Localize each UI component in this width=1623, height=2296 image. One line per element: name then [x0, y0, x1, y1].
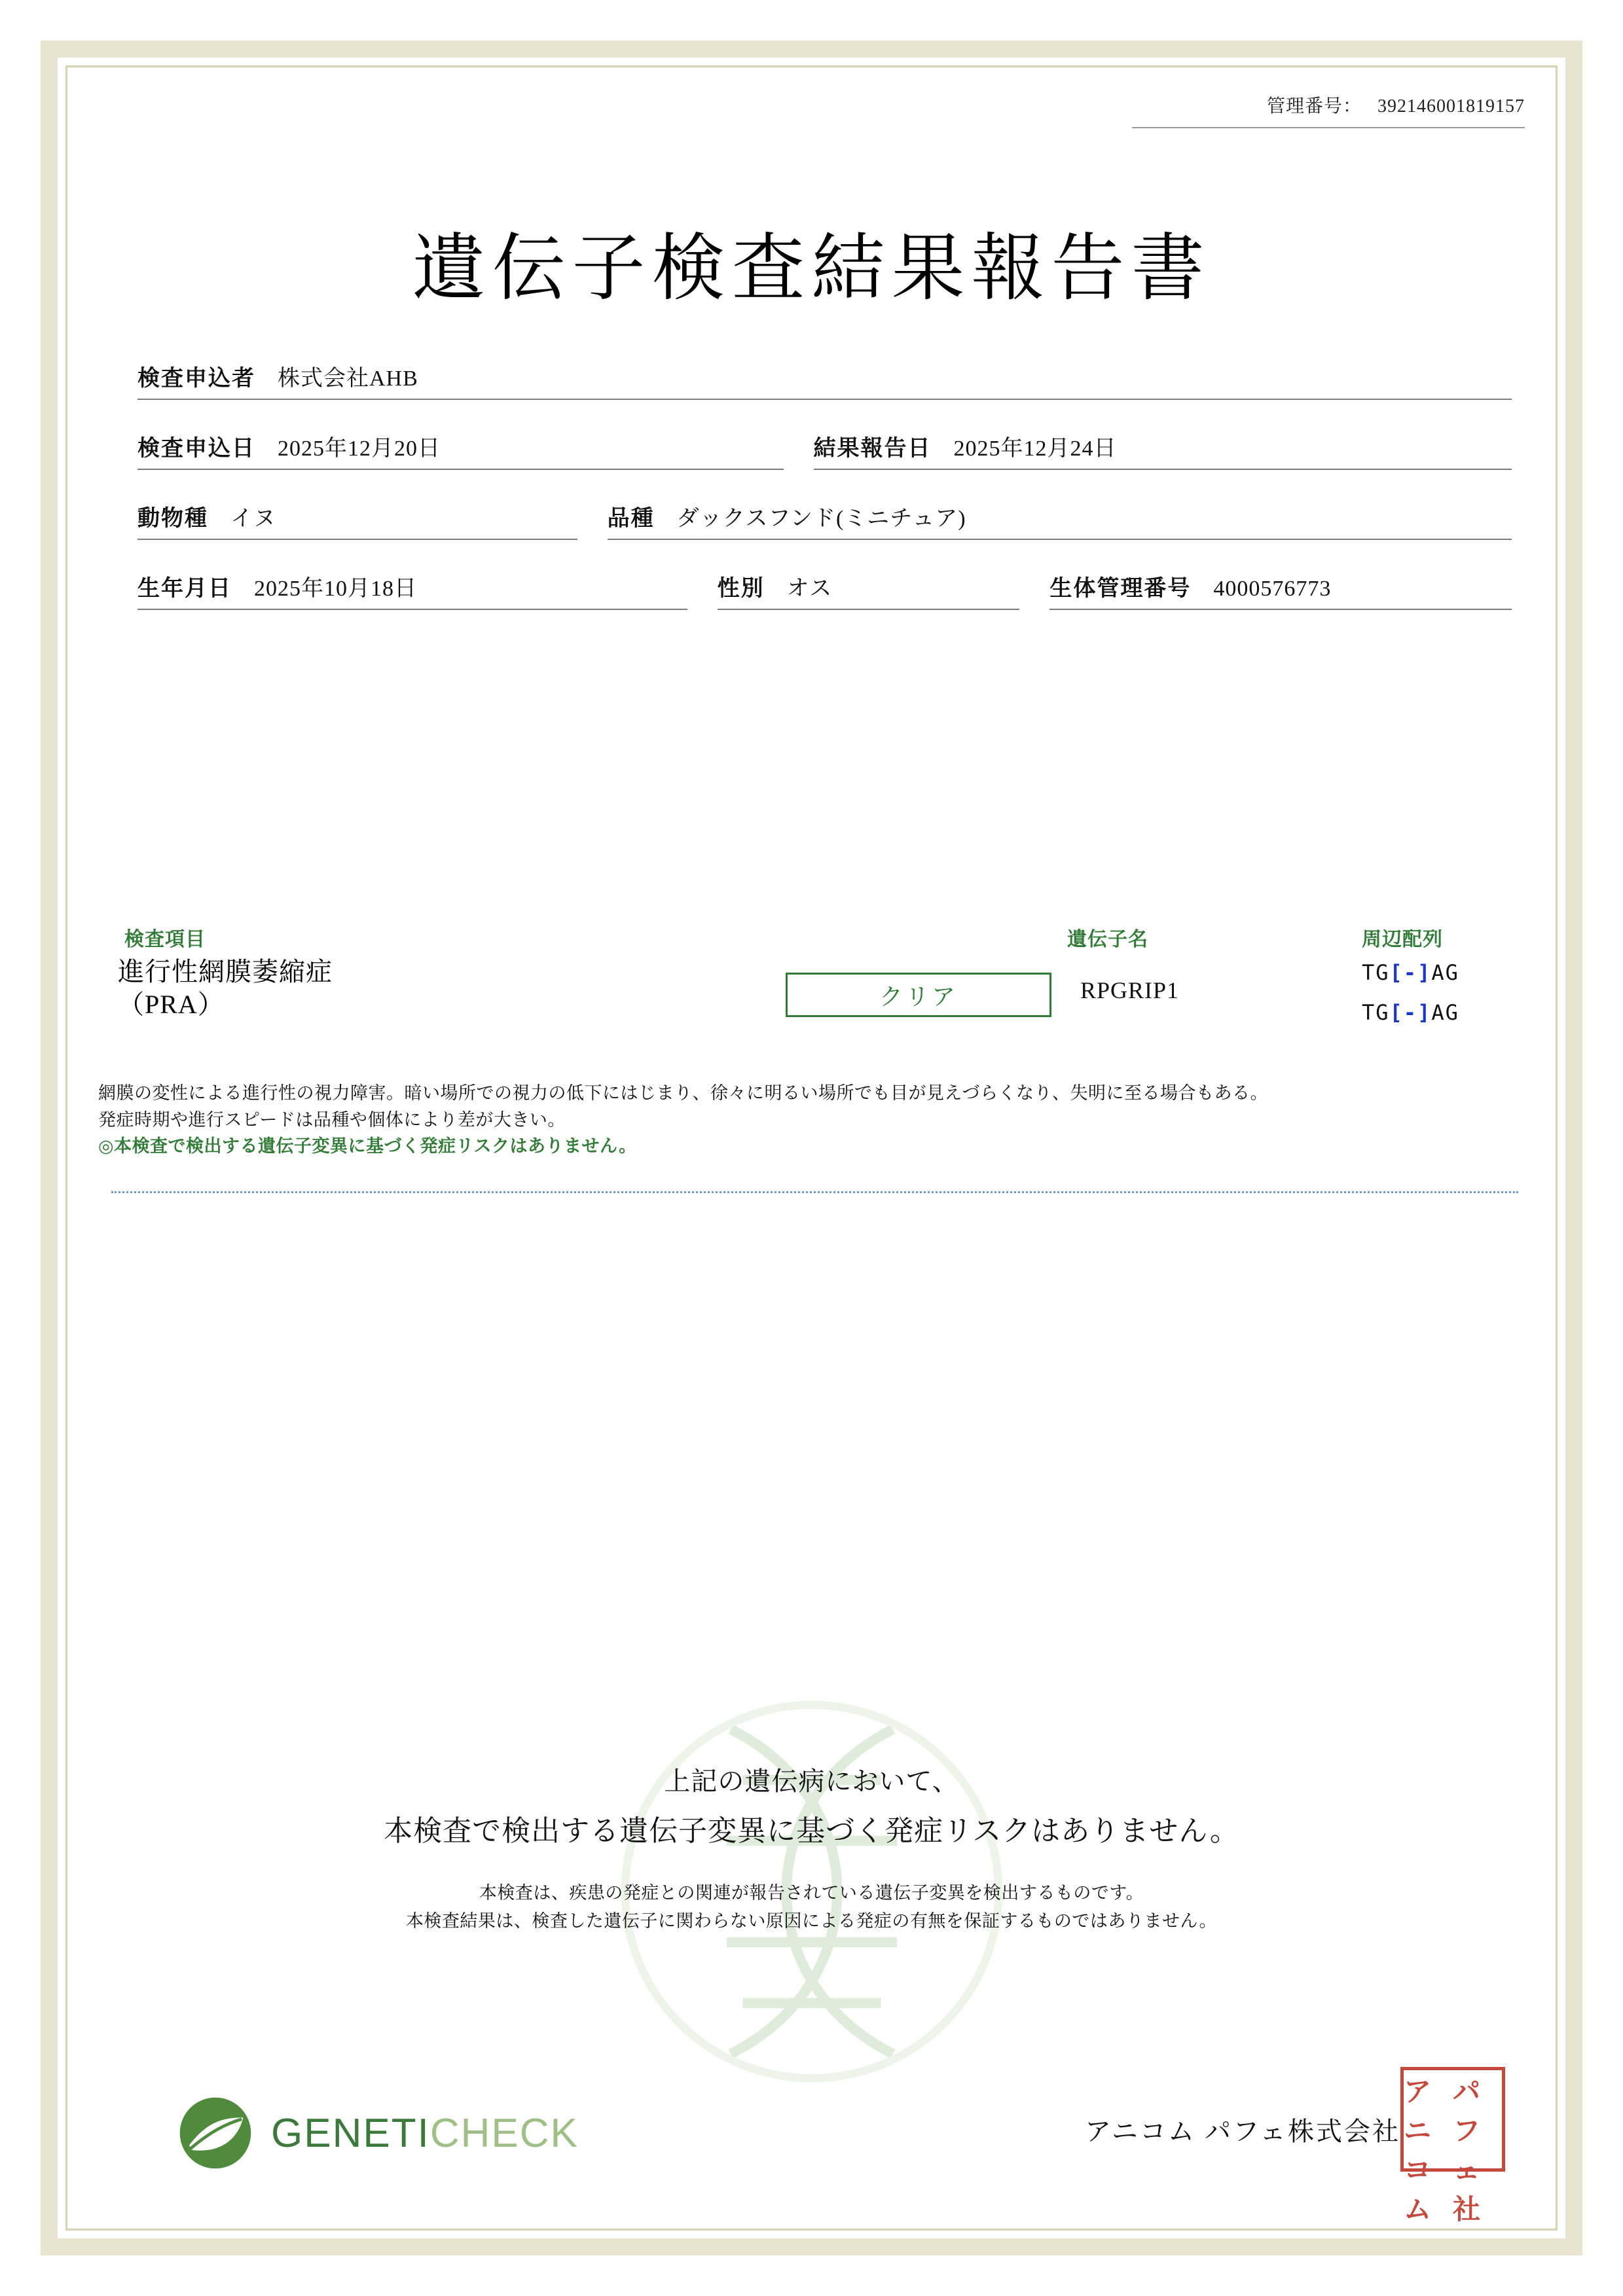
field-animal-id	[1049, 570, 1512, 610]
leaf-logo-icon	[177, 2094, 254, 2172]
disease-description	[98, 1080, 1525, 1160]
sequence-mutation: [-]	[1389, 999, 1432, 1025]
description-line-1: 網膜の変性による進行性の視力障害。暗い場所での視力の低下にはじまり、徐々に明るい場所でも目が見えづらくなり、失明に至る場合もある。	[98, 1083, 1268, 1103]
company-seal	[1400, 2067, 1505, 2225]
description-line-2: 発症時期や進行スピードは品種や個体により差が大きい。	[98, 1109, 566, 1130]
animal-id-label: 生体管理番号	[1049, 577, 1192, 601]
info-row-birth	[137, 570, 1512, 610]
management-number	[1132, 92, 1525, 128]
applicant-value: 株式会社AHB	[278, 367, 418, 391]
management-number-label: 管理番号：	[1266, 96, 1362, 117]
field-birthdate	[137, 570, 687, 610]
test-result-section	[118, 923, 1518, 1051]
field-report-date	[814, 430, 1512, 470]
logo-word-dark: GENETI	[271, 2110, 430, 2156]
conclusion-block	[98, 1761, 1525, 1935]
conclusion-line-2: 本検査で検出する遺伝子変異に基づく発症リスクはありません。	[384, 1815, 1239, 1847]
seal-char-4: ェ社	[1453, 2156, 1481, 2225]
logo-word-light: CHECK	[429, 2110, 579, 2156]
management-number-value: 392146001819157	[1377, 96, 1525, 117]
breed-label: 品種	[607, 507, 655, 531]
page-title: 遺伝子検査結果報告書	[412, 228, 1211, 310]
test-table-header	[118, 923, 1518, 953]
result-badge: クリア	[786, 973, 1051, 1017]
disease-name-line2: （PRA）	[118, 990, 225, 1019]
sex-value: オス	[786, 577, 833, 601]
conclusion-note-1: 本検査は、疾患の発症との関連が報告されている遺伝子変異を検出するものです。	[479, 1883, 1144, 1903]
seal-char-1: アニ	[1404, 2077, 1432, 2147]
column-header-sequence: 周辺配列	[1362, 929, 1443, 950]
birthdate-label: 生年月日	[137, 577, 232, 601]
species-value: イヌ	[230, 507, 276, 531]
field-sex	[718, 570, 1020, 610]
sequence-prefix: TG	[1362, 999, 1390, 1025]
report-date-label: 結果報告日	[813, 437, 932, 461]
gene-name: RPGRIP1	[1080, 977, 1180, 1003]
conclusion-line-1: 上記の遺伝病において、	[664, 1767, 959, 1796]
sequence-row	[1362, 993, 1459, 1033]
animal-id-value: 4000576773	[1213, 577, 1332, 601]
column-header-gene: 遺伝子名	[1067, 929, 1148, 950]
page-content	[98, 79, 1525, 2225]
field-applicant	[137, 360, 1512, 400]
field-species	[137, 500, 577, 540]
applicant-label: 検査申込者	[137, 367, 255, 391]
page-footer	[105, 2047, 1518, 2225]
logo-wordmark	[271, 2110, 579, 2157]
species-label: 動物種	[137, 507, 208, 531]
conclusion-note-2: 本検査結果は、検査した遺伝子に関わらない原因による発症の有無を保証するものではありません。	[405, 1911, 1218, 1931]
info-row-dates	[137, 430, 1512, 470]
sequence-row	[1362, 953, 1459, 993]
section-divider	[111, 1191, 1518, 1193]
apply-date-label: 検査申込日	[137, 437, 255, 461]
company-name: アニコム パフェ株式会社	[1085, 2117, 1400, 2146]
sequence-list	[1362, 953, 1459, 1033]
seal-char-3: コム	[1404, 2156, 1432, 2225]
disease-name	[118, 956, 333, 1021]
geneticheck-logo	[177, 2094, 579, 2172]
info-row-applicant	[137, 360, 1512, 400]
column-header-test-item: 検査項目	[124, 929, 206, 950]
breed-value: ダックスフンド(ミニチュア)	[676, 507, 966, 531]
info-block	[137, 360, 1512, 640]
report-date-value: 2025年12月24日	[953, 437, 1117, 461]
sex-label: 性別	[717, 577, 765, 601]
seal-char-2: パフ	[1453, 2077, 1481, 2147]
field-apply-date	[137, 430, 784, 470]
sequence-suffix: AG	[1431, 960, 1459, 985]
info-row-species	[137, 500, 1512, 540]
field-breed	[608, 500, 1512, 540]
apply-date-value: 2025年12月20日	[278, 437, 441, 461]
description-risk-note: ◎本検査で検出する遺伝子変異に基づく発症リスクはありません。	[98, 1136, 637, 1156]
sequence-prefix: TG	[1362, 960, 1390, 985]
test-table-row	[118, 953, 1518, 1051]
birthdate-value: 2025年10月18日	[254, 577, 417, 601]
disease-name-line1: 進行性網膜萎縮症	[118, 957, 333, 986]
sequence-suffix: AG	[1431, 999, 1459, 1025]
sequence-mutation: [-]	[1389, 960, 1432, 985]
